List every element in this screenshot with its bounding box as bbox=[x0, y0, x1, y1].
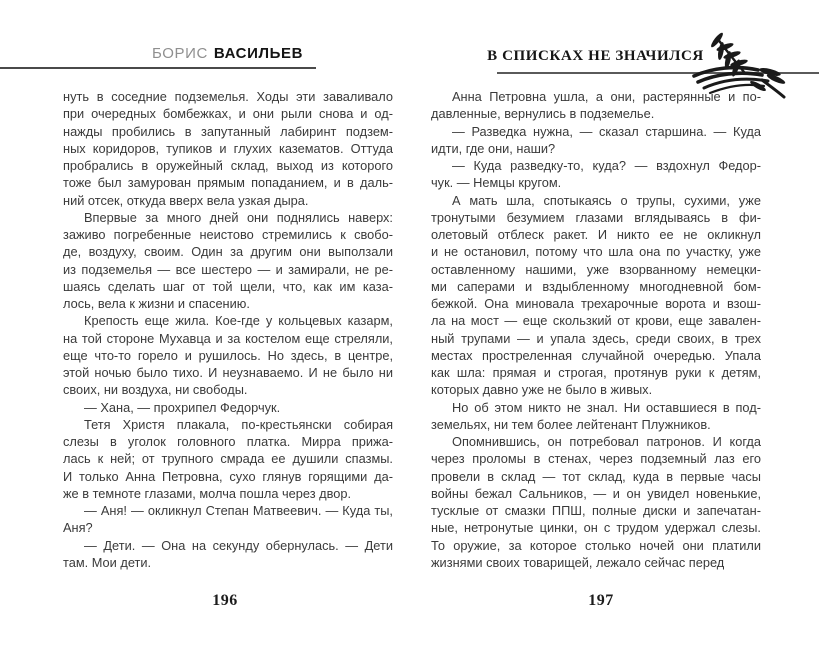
text-line: жизнями своих товарищей, лежало сейчас перед bbox=[431, 554, 725, 570]
text-line: Опомнившись, он потребовал патронов. И когда bbox=[452, 434, 761, 449]
text-line: своих, ни воздуха, ни свободы. bbox=[63, 382, 248, 398]
text-line: Но об этом никто не знал. Ни оставшиеся в под- bbox=[452, 399, 761, 415]
text-line: ных коридоров, тупиков и глухих казематов. Оттуда bbox=[63, 140, 393, 156]
text-line: То оружие, за которое столько ночей они платили bbox=[431, 537, 761, 553]
text-line: де, воздуху, своим. Один за другим они выползали bbox=[63, 244, 393, 260]
text-line: оставленному нашими, уже взорванному немецки- bbox=[431, 261, 761, 277]
text-line: тронутыми безумием глазами вглядываясь в фи- bbox=[431, 209, 761, 225]
text-line: которых давно уже не было в живых. bbox=[431, 382, 653, 398]
text-line: при очередных бомбежках, и они рыли снова и од- bbox=[63, 106, 393, 122]
text-line: там. Мои дети. bbox=[63, 554, 152, 570]
text-line: идти, где они, наши? bbox=[431, 140, 556, 156]
text-line: Аня? bbox=[63, 520, 93, 536]
text-line: ла на мост — еще скользкий от крови, еще завален- bbox=[431, 313, 761, 329]
page-number-left: 196 bbox=[212, 592, 238, 609]
text-line: через проломы в стенах, через подземный лаз его bbox=[431, 451, 761, 467]
text-line: — Дети. — Она на секунду обернулась. — Дети bbox=[84, 537, 393, 553]
text-line: шаясь сделать шаг от той щели, что, как им каза- bbox=[63, 278, 393, 294]
text-line: ний отсек, откуда вверх вела узкая дыра. bbox=[63, 192, 309, 208]
text-line: И только Анна Петровна, сухо глянув горящими да- bbox=[63, 468, 393, 484]
text-line: этой ночью было тихо. И неузнаваемо. И не было ни bbox=[63, 365, 393, 380]
running-header-title: В СПИСКАХ НЕ ЗНАЧИЛСЯ bbox=[487, 48, 704, 64]
text-line: же в темноте глазами, молча пошла через двор. bbox=[63, 485, 352, 501]
text-line: ный трупами — и упала здесь, среди своих, в трех bbox=[431, 330, 761, 346]
text-line: нуть в соседние подземелья. Ходы эти заваливало bbox=[63, 89, 393, 104]
running-header-author bbox=[64, 45, 391, 62]
text-line: ные, нетронутые цинки, он с трудом удержал слезы. bbox=[431, 520, 761, 536]
text-line: — Аня! — окликнул Степан Матвеевич. — Куда ты, bbox=[84, 503, 393, 518]
text-line: на той стороне Мухавца и за костелом еще стреляли, bbox=[63, 330, 393, 346]
text-line: нажды пробились в запутанный лабиринт подзем- bbox=[63, 123, 393, 139]
text-line: А мать шла, спотыкаясь о трупы, сухими, уже bbox=[452, 192, 761, 208]
text-line: войны бежал Сальников, — и он увидел новенькие, bbox=[431, 485, 761, 501]
author-last-name: ВАСИЛЬЕВ bbox=[213, 45, 304, 62]
text-line: провели в склад — тот склад, куда в первые часы bbox=[431, 468, 761, 484]
text-line: Крепость еще жила. Кое-где у кольцевых казарм, bbox=[84, 313, 393, 329]
text-line: давленные, вернулись в подземелье. bbox=[431, 106, 655, 122]
text-line: еще что-то горело и рушилось. Но здесь, в центре, bbox=[63, 347, 393, 363]
text-line: местах простреленная случайной очередью. Упала bbox=[431, 347, 761, 363]
text-line: чук. — Немцы кругом. bbox=[431, 175, 562, 191]
text-line: и не остановил, потому что шла она по участку, уже bbox=[431, 244, 761, 260]
text-line: тоже был замурован прямым попаданием, и в даль- bbox=[63, 175, 393, 191]
right-page-text-column bbox=[431, 88, 761, 571]
text-line: пробрались в оружейный склад, выход из которого bbox=[63, 158, 393, 173]
text-line: Впервые за много дней они поднялись наверх: bbox=[84, 209, 393, 225]
text-line: ми саперами и вздыбленному многодневной бом- bbox=[431, 278, 761, 294]
left-page-text-column bbox=[63, 88, 393, 571]
text-line: тусклые от смазки ППШ, полные диски и запечатан- bbox=[431, 503, 761, 518]
header-rule-left bbox=[0, 67, 316, 69]
text-line: — Хана, — прохрипел Федорчук. bbox=[84, 399, 281, 415]
text-line: лось, вела к жизни и спасению. bbox=[63, 296, 250, 311]
text-line: бежкой. Она миновала трехарочные ворота и взош- bbox=[431, 296, 761, 311]
text-line: земельях, ни тем более лейтенант Плужников. bbox=[431, 416, 711, 432]
text-line: заживо погребенные неистово стремились к свобо- bbox=[63, 227, 393, 242]
author-first-name: БОРИС bbox=[151, 45, 208, 62]
text-line: Тетя Христя плакала, по-крестьянски собирая bbox=[84, 416, 393, 432]
text-line: слезы в уголок головного платка. Мирра прижа- bbox=[63, 434, 393, 449]
text-line: — Разведка нужна, — сказал старшина. — Куда bbox=[452, 123, 761, 139]
text-line: как шла: прямая и строгая, протянув руки к детям, bbox=[431, 365, 761, 380]
text-line: — Куда разведку-то, куда? — вздохнул Федор- bbox=[452, 158, 761, 173]
page-number-right: 197 bbox=[588, 592, 614, 609]
text-line: олетовый отблеск ракет. И никто ее не окликнул bbox=[431, 227, 761, 242]
text-line: из подземелья — все шестеро — и замирали, не ре- bbox=[63, 261, 393, 277]
text-line: лась к ней; от трупного смрада ее душили спазмы. bbox=[63, 451, 393, 467]
text-line: Анна Петровна ушла, а они, растерянные и по- bbox=[452, 89, 761, 104]
